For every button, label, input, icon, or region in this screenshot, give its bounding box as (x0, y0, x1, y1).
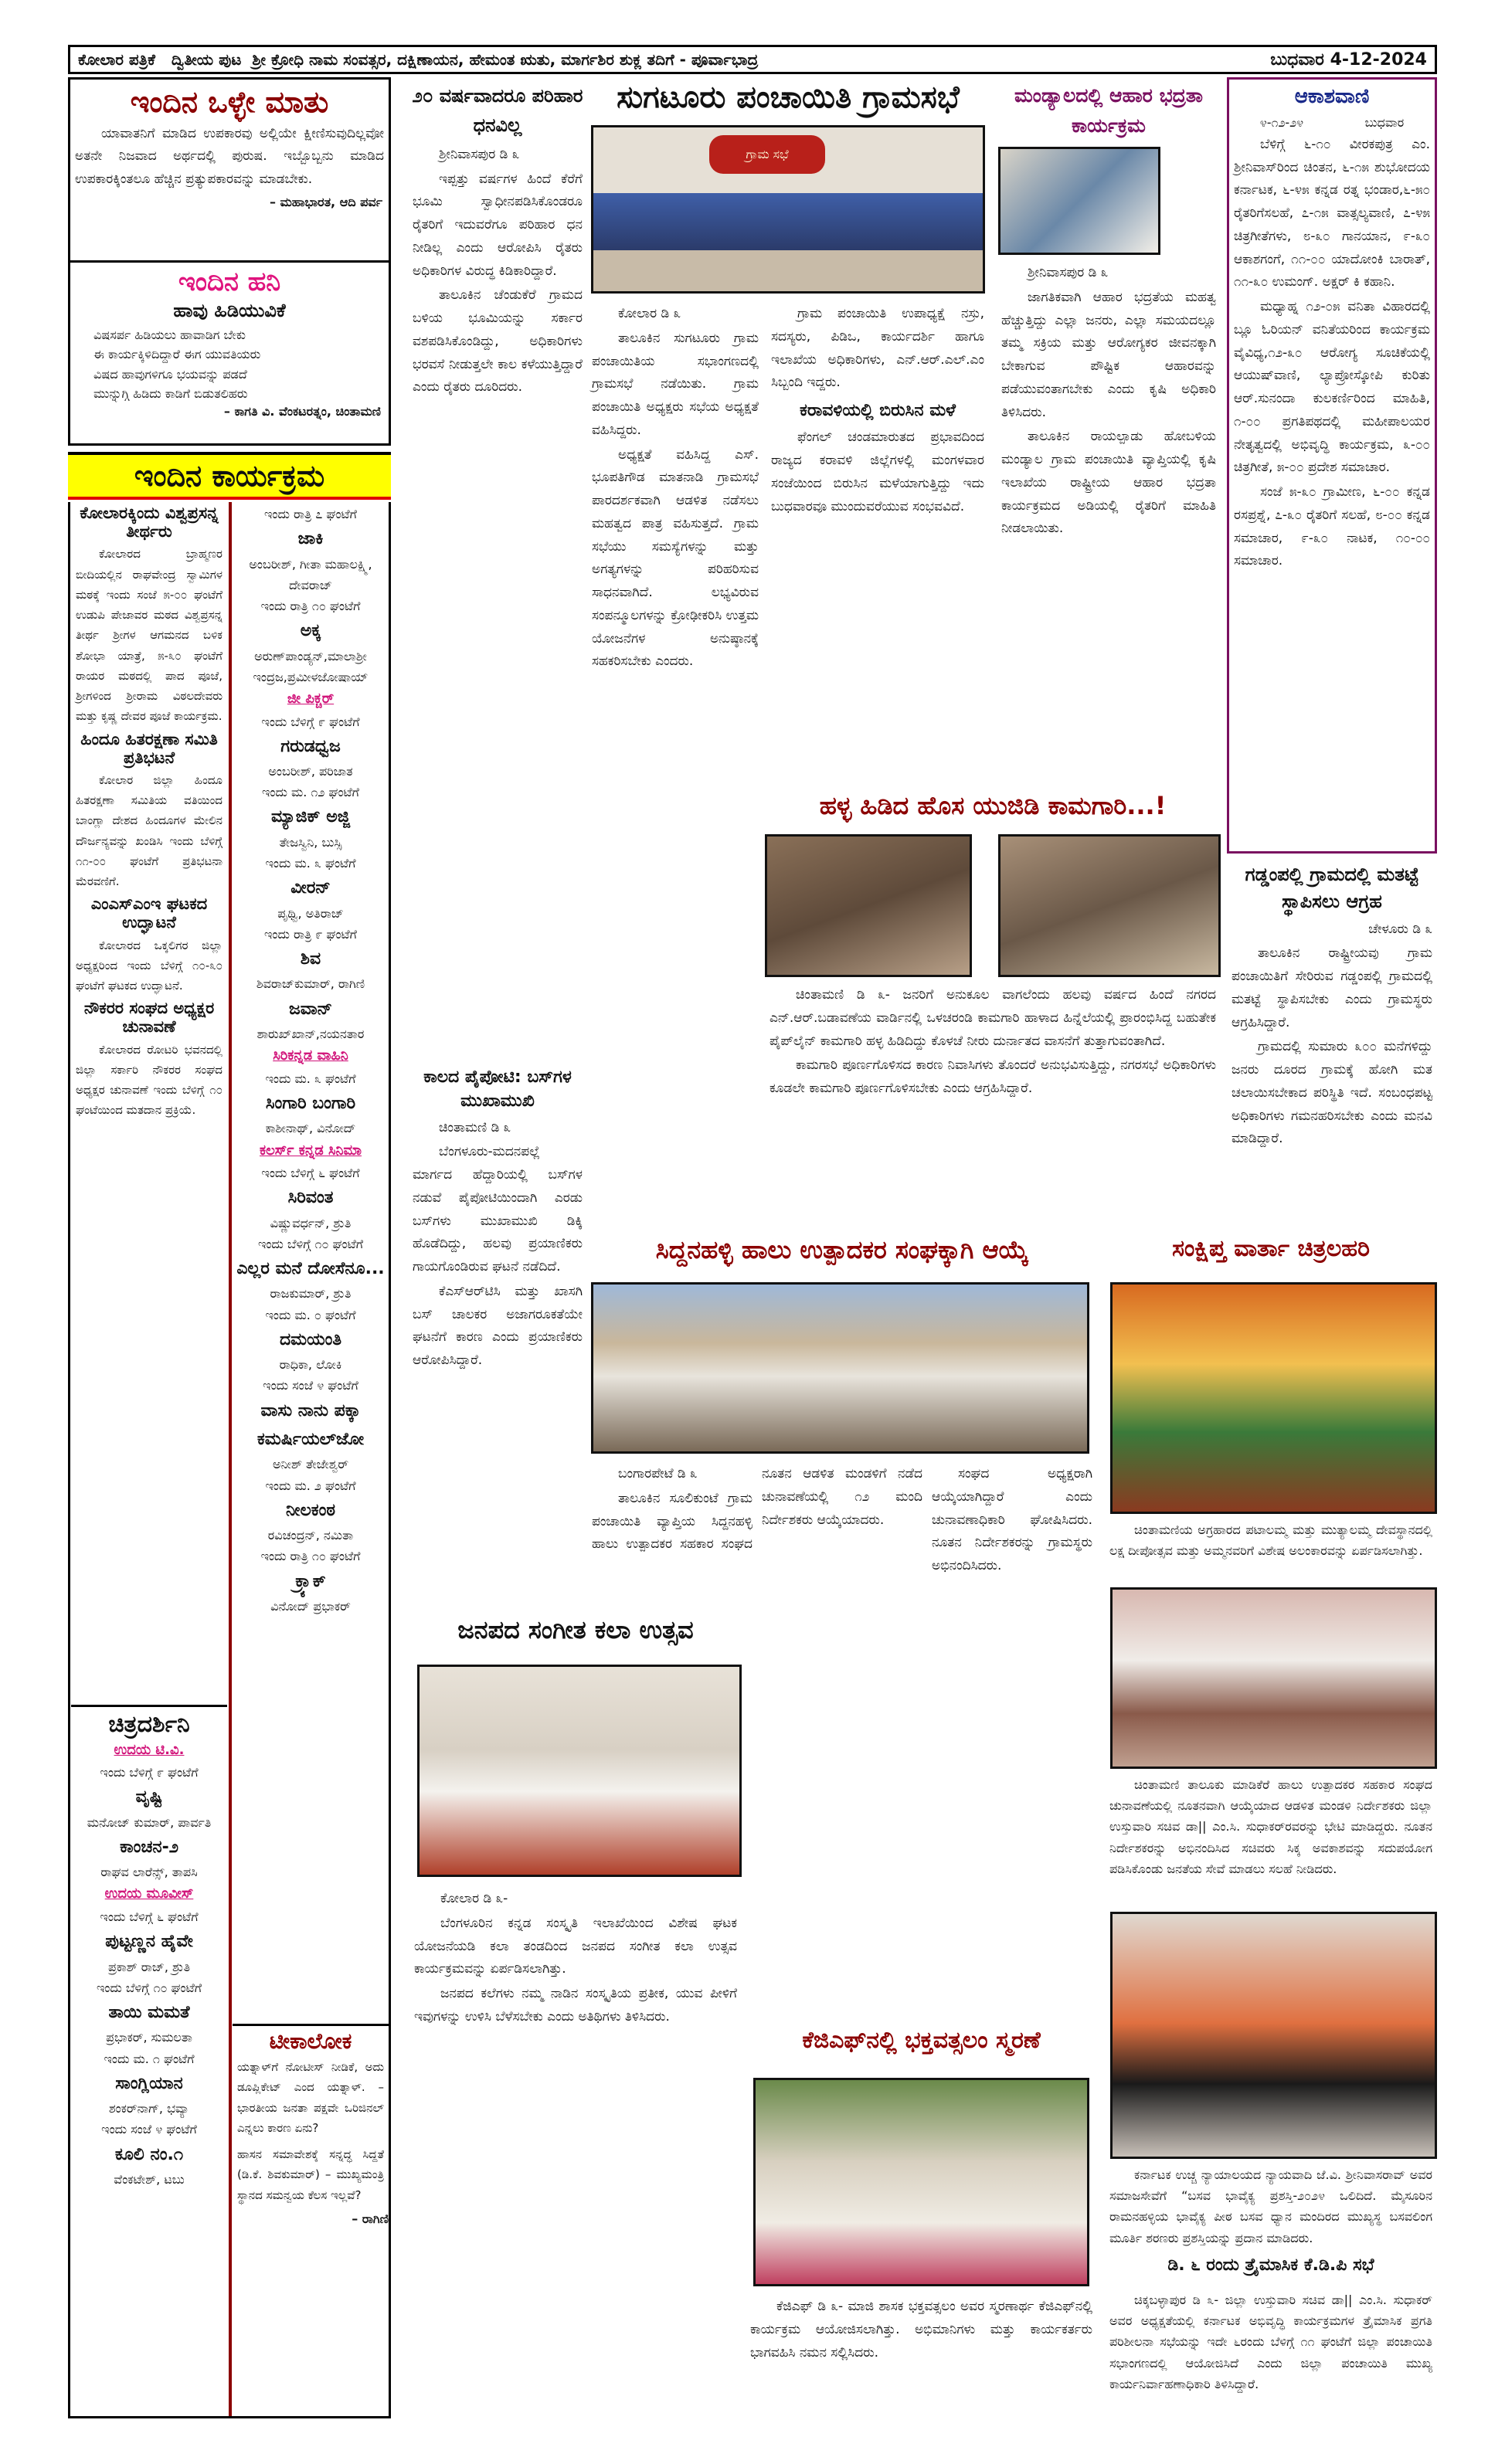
siddanahalli-body: ಬಂಗಾರಪೇಟೆ ಡಿ ೩ ತಾಲೂಕಿನ ಸೂಲಿಕುಂಟೆ ಗ್ರಾಮ ಪಂಚಾಯಿತಿ ವ್ಯಾಪ್ತಿಯ ಸಿದ್ದನಹಳ್ಳಿ ಹಾಲು ಉತ್ಪಾದಕರ ಸಹಕಾರ ಸಂಘದ ನೂತನ ಆಡಳಿತ ಮಂಡಳಿಗೆ ನಡೆದ ಚುನಾವಣೆಯಲ್ಲಿ ೧೨ ಮಂದಿ ನಿರ್ದೇಶಕರು ಆಯ್ಕೆಯಾದರು. ಸಂಘದ ಅಧ್ಯಕ್ಷರಾಗಿ ಆಯ್ಕೆಯಾಗಿದ್ದಾರೆ ಎಂದು ಚುನಾವಣಾಧಿಕಾರಿ ಘೋಷಿಸಿದರು. ನೂತನ ನಿರ್ದೇಶಕರನ್ನು ಗ್ರಾಮಸ್ಥರು ಅಭಿನಂದಿಸಿದರು. (592, 1466, 1092, 1573)
program-news-item: ಎಂಎಸ್‌ಎಂಇ ಘಟಕದ ಉದ್ಘಾಟನೆ ಕೋಲಾರದ ಒಕ್ಕಲಿಗರ ಜಿಲ್ಲಾ ಅಧ್ಯಕ್ಷರಿಂದ ಇಂದು ಬೆಳಿಗ್ಗೆ ೧೦-೩೦ ಘಂಟೆಗೆ ಘಟಕದ ಉದ್ಘಾಟನೆ. (76, 894, 223, 993)
sugaturu-body: ಕೋಲಾರ ಡಿ ೩ ತಾಲೂಕಿನ ಸುಗಟೂರು ಗ್ರಾಮ ಪಂಚಾಯಿತಿಯ ಸಭಾಂಗಣದಲ್ಲಿ ಗ್ರಾಮಸಭೆ ನಡೆಯಿತು. ಗ್ರಾಮ ಪಂಚಾಯಿತಿ ಅಧ್ಯಕ್ಷರು ಸಭೆಯ ಅಧ್ಯಕ್ಷತೆ ವಹಿಸಿದ್ದರು. ಅಧ್ಯಕ್ಷತೆ ವಹಿಸಿದ್ದ ಎಸ್. ಭೂಪತಿಗೌಡ ಮಾತನಾಡಿ ಗ್ರಾಮಸಭೆ ಪಾರದರ್ಶಕವಾಗಿ ಆಡಳಿತ ನಡೆಸಲು ಮಹತ್ವದ ಪಾತ್ರ ವಹಿಸುತ್ತದೆ. ಗ್ರಾಮ ಸಭೆಯು ಸಮಸ್ಯೆಗಳನ್ನು ಮತ್ತು ಅಗತ್ಯಗಳನ್ನು ಪರಿಹರಿಸುವ ಸಾಧನವಾಗಿದೆ. ಲಭ್ಯವಿರುವ ಸಂಪನ್ಮೂಲಗಳನ್ನು ಕ್ರೋಢೀಕರಿಸಿ ಉತ್ತಮ ಯೋಜನೆಗಳ ಅನುಷ್ಠಾನಕ್ಕೆ ಸಹಕರಿಸಬೇಕು ಎಂದರು. (592, 306, 759, 670)
article-compensation: ೨೦ ವರ್ಷವಾದರೂ ಪರಿಹಾರ ಧನವಿಲ್ಲ ಶ್ರೀನಿವಾಸಪುರ ಡಿ ೩ ಇಪ್ಪತ್ತು ವರ್ಷಗಳ ಹಿಂದೆ ಕೆರೆಗೆ ಭೂಮಿ ಸ್ವಾಧೀನಪಡಿಸಿಕೊಂಡರೂ ರೈತರಿಗೆ ಇದುವರೆಗೂ ಪರಿಹಾರ ಧನ ನೀಡಿಲ್ಲ ಎಂದು ಆರೋಪಿಸಿ ರೈತರು ಅಧಿಕಾರಿಗಳ ವಿರುದ್ಧ ಕಿಡಿಕಾರಿದ್ದಾರೆ. ತಾಲೂಕಿನ ಚೆಂಡುಕೆರೆ ಗ್ರಾಮದ ಬಳಿಯ ಭೂಮಿಯನ್ನು ಸರ್ಕಾರ ವಶಪಡಿಸಿಕೊಂಡಿದ್ದು, ಅಧಿಕಾರಿಗಳು ಭರವಸೆ ನೀಡುತ್ತಲೇ ಕಾಲ ಕಳೆಯುತ್ತಿದ್ದಾರೆ ಎಂದು ರೈತರು ದೂರಿದರು. ಕಾಲದ ಪೈಪೋಟಿ: ಬಸ್‌ಗಳ ಮುಖಾಮುಖಿ ಚಿಂತಾಮಣಿ ಡಿ ೩ ಬೆಂಗಳೂರು-ಮದನಪಲ್ಲೆ ಮಾರ್ಗದ ಹೆದ್ದಾರಿಯಲ್ಲಿ ಬಸ್‌ಗಳ ನಡುವೆ ಪೈಪೋಟಿಯಿಂದಾಗಿ ಎರಡು ಬಸ್‌ಗಳು ಮುಖಾಮುಖಿ ಡಿಕ್ಕಿ ಹೊಡೆದಿದ್ದು, ಹಲವು ಪ್ರಯಾಣಿಕರು ಗಾಯಗೊಂಡಿರುವ ಘಟನೆ ನಡೆದಿದೆ. ಕೆಎಸ್‌ಆರ್‌ಟಿಸಿ ಮತ್ತು ಖಾಸಗಿ ಬಸ್ ಚಾಲಕರ ಅಜಾಗರೂಕತೆಯೇ ಘಟನೆಗೆ ಕಾರಣ ಎಂದು ಪ್ರಯಾಣಿಕರು ಆರೋಪಿಸಿದ್ದಾರೆ. (408, 81, 587, 1610)
column-border (389, 502, 391, 2418)
movie-title: ವಾಸು ನಾನು ಪಕ್ಕಾ ಕಮರ್ಷಿಯಲ್‌ಜೋ (256, 1400, 365, 1449)
movie-title: ಸಾಂಗ್ಲಿಯಾನ (115, 2073, 183, 2093)
dateline: ಶ್ರೀನಿವಾಸಪುರ ಡಿ ೩ (439, 146, 520, 162)
channel-name: ಉದಯ ಟಿ.ವಿ. (114, 1741, 185, 1758)
movie-title: ವೀರನ್ (290, 878, 331, 898)
akashvani-box: ಆಕಾಶವಾಣಿ ೪-೧೨-೨೪ ಬುಧವಾರ ಬೆಳಿಗ್ಗೆ ೬-೧೦ ವೀರಕಪುತ್ರ ಎಂ. ಶ್ರೀನಿವಾಸ್‌ರಿಂದ ಚಿಂತನ, ೬-೧೫ ಶುಭೋದಯ ಕರ್ನಾಟಕ, ೬-೪೫ ಕನ್ನಡ ರತ್ನ ಭಂಡಾರ,೬-೫೦ ರೈತರಿಗೆಸಲಹೆ, ೭-೧೫ ವಾತ್ಸಲ್ಯವಾಣಿ, ೭-೪೫ ಚಿತ್ರಗೀತೆಗಳು, ೮-೩೦ ಗಾನಯಾನ, ೯-೩೦ ಆಕಾಶಗಂಗೆ, ೧೧-೦೦ ಯಾದೋಂಕಿ ಬಾರಾತ್, ೧೧-೩೦ ಉಮಂಗ್. ಅಕ್ಷರ್ ಕಿ ಕಹಾನಿ. ಮಧ್ಯಾಹ್ನ ೧೨-೦೫ ವನಿತಾ ವಿಹಾರದಲ್ಲಿ ಬ್ಲೂ ಓರಿಯನ್ ವನಿತೆಯರಿಂದ ಕಾರ್ಯಕ್ರಮ ವೈವಿಧ್ಯ,೧೨-೩೦ ಆರೋಗ್ಯ ಸೂಚಿಕೆಯಲ್ಲಿ ಆಯುಷ್‌ವಾಣಿ, ಲ್ಯಾಪ್ರೋಸ್ಕೋಪಿ ಕುರಿತು ಆರ್.ಸುನಂದಾ ಕುಲಕರ್ಣಿರಿಂದ ಮಾಹಿತಿ, ೧-೦೦ ಪ್ರಗತಿಪಥದಲ್ಲಿ ಮಹೀಪಾಲಯರ ನೇತೃತ್ವದಲ್ಲಿ ಅಭಿವೃದ್ಧಿ ಕಾರ್ಯಕ್ರಮ, ೩-೦೦ ಚಿತ್ರಗೀತೆ, ೫-೦೦ ಪ್ರದೇಶ ಸಮಾಚಾರ. ಸಂಜೆ ೫-೩೦ ಗ್ರಾಮೀಣ, ೬-೦೦ ಕನ್ನಡ ರಸಪ್ರಶ್ನೆ, ೭-೩೦ ರೈತರಿಗೆ ಸಲಹೆ, ೮-೦೦ ಕನ್ನಡ ಸಮಾಚಾರ, ೯-೩೦ ನಾಟಕ, ೧೦-೦೦ ಸಮಾಚಾರ. (1227, 77, 1437, 854)
ugd-photo-2 (998, 834, 1221, 977)
ugd-photo-1 (765, 834, 972, 977)
award-photo (1110, 1912, 1437, 2159)
article-headline: ೨೦ ವರ್ಷವಾದರೂ ಪರಿಹಾರ ಧನವಿಲ್ಲ (412, 85, 583, 137)
teekaloka (233, 2024, 389, 2229)
movie-title: ಗರುಡಧ್ವಜ (280, 736, 341, 756)
janapada-headline: ಜನಪದ ಸಂಗೀತ ಕಲಾ ಉತ್ಸವ (457, 1616, 694, 1644)
hani-subtitle: ಹಾವು ಹಿಡಿಯುವಿಕೆ (173, 300, 286, 322)
movie-title: ಕ್ರ್ಯಾಕ್ (295, 1571, 326, 1591)
dairy-directors-caption: ಚಿಂತಾಮಣಿ ತಾಲೂಕು ಮಾಡಿಕೆರೆ ಹಾಲು ಉತ್ಪಾದಕರ ಸಹಕಾರ ಸಂಘದ ಚುನಾವಣೆಯಲ್ಲಿ ನೂತನವಾಗಿ ಆಯ್ಕೆಯಾದ ಆಡಳಿತ ಮಂಡಳಿ ನಿರ್ದೇಶಕರು ಜಿಲ್ಲಾ ಉಸ್ತುವಾರಿ ಸಚಿವ ಡಾ|| ಎಂ.ಸಿ. ಸುಧಾಕರ್‌ರವರನ್ನು ಭೇಟಿ ಮಾಡಿದ್ದರು. ನೂತನ ನಿರ್ದೇಶಕರನ್ನು ಅಭಿನಂದಿಸಿದ ಸಚಿವರು ಸಿಕ್ಕ ಅವಕಾಶವನ್ನು ಸದುಪಯೋಗ ಪಡಿಸಿಕೊಂಡು ಜನತೆಯ ಸೇವೆ ಮಾಡಲು ಸಲಹೆ ನೀಡಿದರು. (1109, 1777, 1432, 1876)
movie-title: ಶಿವ (300, 949, 321, 969)
movie-title: ಕೂಲಿ ನಂ.೧ (114, 2144, 184, 2164)
ugd-body: ಚಿಂತಾಮಣಿ ಡಿ ೩- ಜನರಿಗೆ ಅನುಕೂಲ ವಾಗಲೆಂದು ಹಲವು ವರ್ಷದ ಹಿಂದೆ ನಗರದ ಎನ್.ಆರ್.ಬಡಾವಣೆಯ ವಾರ್ಡಿನಲ್ಲಿ ಒಳಚರಂಡಿ ಕಾಮಗಾರಿ ಹಾಳಾದ ಹಿನ್ನೆಲೆಯಲ್ಲಿ ಪ್ರಾರಂಭಿಸಿದ್ದ ಬಹುತೇಕ ಪೈಪ್‌ಲೈನ್ ಕಾಮಗಾರಿ ಹಳ್ಳ ಹಿಡಿದಿದ್ದು ಕೊಳಚೆ ನೀರು ದುರ್ನಾತದ ವಾಸನೆಗೆ ತುತ್ತಾಗುವಂತಾಗಿದೆ. ಕಾಮಗಾರಿ ಪೂರ್ಣಗೊಳಿಸದ ಕಾರಣ ನಿವಾಸಿಗಳು ತೊಂದರೆ ಅನುಭವಿಸುತ್ತಿದ್ದು, ನಗರಸಭೆ ಅಧಿಕಾರಿಗಳು ಕೂಡಲೇ ಕಾಮಗಾರಿ ಪೂರ್ಣಗೊಳಿಸಬೇಕು ಎಂದು ಆಗ್ರಹಿಸಿದ್ದಾರೆ. (769, 987, 1216, 1096)
movie-title: ಸಿಂಗಾರಿ ಬಂಗಾರಿ (265, 1093, 356, 1113)
gram-sabha-photo (591, 125, 985, 294)
ugd-headline: ಹಳ್ಳ ಹಿಡಿದ ಹೊಸ ಯುಜಿಡಿ ಕಾಮಗಾರಿ...! (819, 792, 1167, 820)
award-caption: ಕರ್ನಾಟಕ ಉಚ್ಚ ನ್ಯಾಯಾಲಯದ ನ್ಯಾಯವಾದಿ ಜೆ.ವಿ. ಶ್ರೀನಿವಾಸರಾವ್ ಅವರ ಸಮಾಜಸೇವೆಗೆ “ಬಸವ ಭಾವೈಕ್ಯ ಪ್ರಶಸ್ತಿ-೨೦೨೪ ಒಲಿದಿದೆ. ಮೈಸೂರಿನ ರಾಮನಹಳ್ಳಿಯ ಭಾವೈಕ್ಯ ಪೀಠ ಬಸವ ಧ್ಯಾನ ಮಂದಿರದ ಮುಖ್ಯಸ್ಥ ಬಸವಲಿಂಗ ಮೂರ್ತಿ ಶರಣರು ಪ್ರಶಸ್ತಿಯನ್ನು ಪ್ರದಾನ ಮಾಡಿದರು. (1109, 2167, 1432, 2245)
movie-title: ದಮಯಂತಿ (279, 1329, 342, 1349)
good-word-text: ಯಾವಾತನಿಗೆ ಮಾಡಿದ ಉಪಕಾರವು ಅಲ್ಲಿಯೇ ಕ್ಷೀಣಿಸುವುದಿಲ್ಲವೋ ಅತನೇ ನಿಜವಾದ ಅರ್ಥದಲ್ಲಿ ಪುರುಷ. ಇಬ್ಬೊಬ್ಬನು ಮಾಡಿದ ಉಪಕಾರಕ್ಕಿಂತಲೂ ಹೆಚ್ಚಿನ ಪ್ರತ್ಯುಪಕಾರವನ್ನು ಮಾಡಬೇಕು. (75, 125, 384, 188)
movie-title: ಎಲ್ಲರ ಮನೆ ದೋಸೆನೂ... (236, 1259, 385, 1279)
programs-banner: ಇಂದಿನ ಕಾರ್ಯಕ್ರಮ (68, 452, 391, 500)
siddanahalli-headline: ಸಿದ್ದನಹಳ್ಳಿ ಹಾಲು ಉತ್ಪಾದಕರ ಸಂಘಕ್ಕಾಗಿ ಆಯ್ಕೆ (655, 1236, 1029, 1264)
akashvani-title: ಆಕಾಶವಾಣಿ (1294, 85, 1370, 108)
dairy-directors-photo (1110, 1587, 1437, 1769)
hani-line: ವಿಷದ ಹಾವುಗಳಿಗೂ ಭಯವನ್ನು ಪಡದೆ (93, 366, 247, 382)
photo-banner: ಗ್ರಾಮ ಸಭೆ (709, 135, 825, 174)
movie-title: ಸಿರಿವಂತ (287, 1188, 334, 1208)
program-news-item: ನೌಕರರ ಸಂಘದ ಅಧ್ಯಕ್ಷರ ಚುನಾವಣೆ ಕೋಲಾರದ ರೋಟರಿ ಭವನದಲ್ಲಿ ಜಿಲ್ಲಾ ಸರ್ಕಾರಿ ನೌಕರರ ಸಂಘದ ಅಧ್ಯಕ್ಷರ ಚುನಾವಣೆ ಇಂದು ಬೆಳಿಗ್ಗೆ ೧೦ ಘಂಟೆಯಿಂದ ಮತದಾನ ಪ್ರಕ್ರಿಯೆ. (76, 999, 223, 1118)
movie-title: ಪುಟ್ಟಣ್ಣನ ಹೈವೇ (105, 1932, 193, 1952)
article-subheadline: ಕಾಲದ ಪೈಪೋಟಿ: ಬಸ್‌ಗಳ ಮುಖಾಮುಖಿ (423, 1067, 572, 1111)
briefs-headline: ಸಂಕ್ಷಿಪ್ತ ವಾರ್ತಾ ಚಿತ್ರಲಹರಿ (1172, 1236, 1370, 1262)
channel-name: ಕಲರ್ಸ್ ಕನ್ನಡ ಸಿನಿಮಾ (259, 1142, 362, 1159)
channel-name: ಸಿರಿಕನ್ನಡ ವಾಹಿನಿ (273, 1047, 348, 1064)
akashvani-day: ಬುಧವಾರ (1364, 114, 1405, 130)
chitradarshini-title: ಚಿತ್ರದರ್ಶಿನಿ (71, 1705, 227, 1739)
movie-title: ತಾಯಿ ಮಮತೆ (108, 2002, 190, 2022)
movie-title: ಅಕ್ಕ (300, 621, 321, 641)
paper-name: ಕೋಲಾರ ಪತ್ರಿಕೆ (78, 50, 155, 69)
channel-name: ಉದಯ ಮೂವೀಸ್ (104, 1885, 194, 1902)
hani-author: – ಕಾಗತಿ ವಿ. ವೆಂಕಟರತ್ನಂ, ಚಿಂತಾಮಣಿ (223, 404, 381, 419)
sugaturu-body-cont: ಗ್ರಾಮ ಪಂಚಾಯಿತಿ ಉಪಾಧ್ಯಕ್ಷೆ ನಸ್ರು, ಸದಸ್ಯರು, ಪಿಡಿಒ, ಕಾರ್ಯದರ್ಶಿ ಹಾಗೂ ಇಲಾಖೆಯ ಅಧಿಕಾರಿಗಳು, ಎನ್.ಆರ್.ಎಲ್.ಎಂ ಸಿಬ್ಬಂದಿ ಇದ್ದರು. ಕರಾವಳಿಯಲ್ಲಿ ಬಿರುಸಿನ ಮಳೆ ಫೆಂಗಲ್ ಚಂಡಮಾರುತದ ಪ್ರಭಾವದಿಂದ ರಾಜ್ಯದ ಕರಾವಳಿ ಜಿಲ್ಲೆಗಳಲ್ಲಿ ಮಂಗಳವಾರ ಸಂಜೆಯಿಂದ ಬಿರುಸಿನ ಮಳೆಯಾಗುತ್ತಿದ್ದು ಇದು ಬುಧವಾರವೂ ಮುಂದುವರೆಯುವ ಸಂಭವವಿದೆ. (771, 306, 984, 514)
hani-box (68, 260, 391, 446)
good-word-box (68, 77, 391, 263)
mandyala-body: ಶ್ರೀನಿವಾಸಪುರ ಡಿ ೩ ಜಾಗತಿಕವಾಗಿ ಆಹಾರ ಭದ್ರತೆಯ ಮಹತ್ವ ಹೆಚ್ಚುತ್ತಿದ್ದು ಎಲ್ಲಾ ಜನರು, ಎಲ್ಲಾ ಸಮಯದಲ್ಲೂ ತಮ್ಮ ಸಕ್ರಿಯ ಮತ್ತು ಆರೋಗ್ಯಕರ ಜೀವನಕ್ಕಾಗಿ ಬೇಕಾಗುವ ಪೌಷ್ಟಿಕ ಆಹಾರವನ್ನು ಪಡೆಯುವಂತಾಗಬೇಕು ಎಂದು ಕೃಷಿ ಅಧಿಕಾರಿ ತಿಳಿಸಿದರು. ತಾಲೂಕಿನ ರಾಯಲ್ಪಾಡು ಹೋಬಳಿಯ ಮಂಡ್ಯಾಲ ಗ್ರಾಮ ಪಂಚಾಯಿತಿ ವ್ಯಾಪ್ತಿಯಲ್ಲಿ ಕೃಷಿ ಇಲಾಖೆಯ ರಾಷ್ಟ್ರೀಯ ಆಹಾರ ಭದ್ರತಾ ಕಾರ್ಯಕ್ರಮದ ಅಡಿಯಲ್ಲಿ ರೈತರಿಗೆ ಮಾಹಿತಿ ನೀಡಲಾಯಿತು. (1001, 265, 1216, 537)
teekaloka-signoff: – ರಾಗಿಣಿ (352, 2211, 389, 2226)
movie-title: ಮ್ಯಾಜಿಕ್ ಅಜ್ಜಿ (271, 807, 350, 827)
article-headline: ಗಡ್ಡಂಪಲ್ಲಿ ಗ್ರಾಮದಲ್ಲಿ ಮತಟ್ಟೆ ಸ್ಥಾಪಿಸಲು ಆಗ್ರಹ (1245, 864, 1419, 912)
kdp-body: ಚಿಕ್ಕಬಳ್ಳಾಪುರ ಡಿ ೩- ಜಿಲ್ಲಾ ಉಸ್ತುವಾರಿ ಸಚಿವ ಡಾ|| ಎಂ.ಸಿ. ಸುಧಾಕರ್ ಅವರ ಅಧ್ಯಕ್ಷತೆಯಲ್ಲಿ ಕರ್ನಾಟಕ ಅಭಿವೃದ್ಧಿ ಕಾರ್ಯಕ್ರಮಗಳ ತ್ರೈಮಾಸಿಕ ಪ್ರಗತಿ ಪರಿಶೀಲನಾ ಸಭೆಯನ್ನು ಇದೇ ೬ರಂದು ಬೆಳಿಗ್ಗೆ ೧೧ ಘಂಟೆಗೆ ಜಿಲ್ಲಾ ಪಂಚಾಯಿತಿ ಸಭಾಂಗಣದಲ್ಲಿ ಆಯೋಜಿಸಿದೆ ಎಂದು ಜಿಲ್ಲಾ ಪಂಚಾಯಿತಿ ಮುಖ್ಯ ಕಾರ್ಯನಿರ್ವಾಹಣಾಧಿಕಾರಿ ತಿಳಿಸಿದ್ದಾರೆ. (1109, 2293, 1432, 2391)
hani-line: ವಿಷಸರ್ಪ ಹಿಡಿಯಲು ಹಾವಾಡಿಗ ಬೇಕು (93, 327, 246, 342)
almanac: ಶ್ರೀ ಕ್ರೋಧಿ ನಾಮ ಸಂವತ್ಸರ, ದಕ್ಷಿಣಾಯನ, ಹೇಮಂತ ಋತು, ಮಾರ್ಗಶಿರ ಶುಕ್ಲ ತದಿಗೆ - ಪೂರ್ವಾಭಾದ್ರ (252, 50, 759, 69)
movie-title: ಜಾಕಿ (297, 529, 324, 549)
program-news-item: ಕೋಲಾರಕ್ಕಿಂದು ವಿಶ್ವಪ್ರಸನ್ನ ತೀರ್ಥರು ಕೋಲಾರದ ಬ್ರಾಹ್ಮಣರ ಬೀದಿಯಲ್ಲಿನ ರಾಘವೇಂದ್ರ ಸ್ವಾಮಿಗಳ ಮಠಕ್ಕೆ ಇಂದು ಸಂಜೆ ೫-೦೦ ಘಂಟೆಗೆ ಉಡುಪಿ ಪೇಜಾವರ ಮಠದ ವಿಶ್ವಪ್ರಸನ್ನ ತೀರ್ಥ ಶ್ರೀಗಳ ಆಗಮನದ ಬಳಿಕ ಶೋಭಾ ಯಾತ್ರೆ, ೫-೩೦ ಘಂಟೆಗೆ ರಾಯರ ಮಠದಲ್ಲಿ ಪಾದ ಪೂಜೆ, ಶ್ರೀಗಳಿಂದ ಶ್ರೀರಾಮ ವಿಠಲದೇವರು ಮತ್ತು ಕೃಷ್ಣ ದೇವರ ಪೂಜೆ ಕಾರ್ಯಕ್ರಮ. (76, 504, 223, 724)
hani-line: ಈ ಕಾರ್ಯಕ್ಕಿಳಿದಿದ್ದಾರೆ ಈಗ ಯುವತಿಯರು (93, 347, 261, 362)
channel-name: ಜೀ ಪಿಕ್ಚರ್ (287, 690, 335, 707)
bottom-rule (68, 2416, 391, 2418)
movie-title: ಕಾಂಚನ-೨ (119, 1837, 179, 1857)
movie-title: ಜವಾನ್ (288, 999, 333, 1019)
column-divider (229, 502, 232, 2418)
chitradarshini: ಚಿತ್ರದರ್ಶಿನಿ ಉದಯ ಟಿ.ವಿ. ಇಂದು ಬೆಳಿಗ್ಗೆ ೯ ಘಂಟೆಗೆ ವೃಷ್ಟಿ ಮನೋಜ್ ಕುಮಾರ್, ಪಾರ್ವತಿ ಕಾಂಚನ-೨ ರಾಘವ ಲಾರೆನ್ಸ್, ತಾಪಸಿ ಉದಯ ಮೂವೀಸ್ ಇಂದು ಬೆಳಿಗ್ಗೆ ೬ ಘಂಟೆಗೆ ಪುಟ್ಟಣ್ಣನ ಹೈವೇ ಪ್ರಕಾಶ್ ರಾಜ್, ಶ್ರುತಿ ಇಂದು ಬೆಳಿಗ್ಗೆ ೧೦ ಘಂಟೆಗೆ ತಾಯಿ ಮಮತೆ ಪ್ರಭಾಕರ್, ಸುಮಲತಾ ಇಂದು ಮ. ೧ ಘಂಟೆಗೆ ಸಾಂಗ್ಲಿಯಾನ ಶಂಕರ್‌ನಾಗ್, ಭವ್ಯಾ ಇಂದು ಸಂಜೆ ೪ ಘಂಟೆಗೆ ಕೂಲಿ ನಂ.೧ ವೆಂಕಟೇಶ್, ಟಬು (71, 1705, 227, 2190)
movie-title: ನೀಲಕಂಠ (285, 1500, 336, 1520)
teekaloka-title: ಟೀಕಾಲೋಕ (233, 2024, 389, 2054)
temple-photo (1110, 1282, 1437, 1514)
kdp-headline: ಡಿ. ೬ ರಂದು ತ್ರೈಮಾಸಿಕ ಕೆ.ಡಿ.ಪಿ ಸಭೆ (1167, 2255, 1374, 2275)
column-border (68, 502, 70, 2418)
masthead-left (78, 50, 758, 69)
page-label: ದ್ವಿತೀಯ ಪುಟ (171, 50, 242, 69)
movie-title: ವೃಷ್ಟಿ (135, 1787, 163, 1807)
rain-subheadline: ಕರಾವಳಿಯಲ್ಲಿ ಬಿರುಸಿನ ಮಳೆ (799, 401, 956, 420)
program-news-item: ಹಿಂದೂ ಹಿತರಕ್ಷಣಾ ಸಮಿತಿ ಪ್ರತಿಭಟನೆ ಕೋಲಾರ ಜಿಲ್ಲಾ ಹಿಂದೂ ಹಿತರಕ್ಷಣಾ ಸಮಿತಿಯ ವತಿಯಿಂದ ಬಾಂಗ್ಲಾ ದೇಶದ ಹಿಂದೂಗಳ ಮೇಲಿನ ದೌರ್ಜನ್ಯವನ್ನು ಖಂಡಿಸಿ ಇಂದು ಬೆಳಿಗ್ಗೆ ೧೧-೦೦ ಘಂಟೆಗೆ ಪ್ರತಿಭಟನಾ ಮೆರವಣಿಗೆ. (76, 729, 223, 889)
teekaloka-item: ಹಾಸನ ಸಮಾವೇಶಕ್ಕೆ ಸನ್ನದ್ಧ ಸಿದ್ದತೆ (ಡಿ.ಕೆ. ಶಿವಕುಮಾರ್) – ಮುಖ್ಯಮಂತ್ರಿ ಸ್ಥಾನದ ಸಮನ್ವಯ ಕೆಲಸ ಇಲ್ಲವೆ? (237, 2147, 384, 2202)
programs-news-column (71, 504, 227, 2418)
kgf-photo (753, 2078, 1089, 2286)
mandyala-photo (998, 147, 1160, 255)
kgf-body: ಕೆಜಿಎಫ್ ಡಿ ೩- ಮಾಜಿ ಶಾಸಕ ಭಕ್ತವತ್ಸಲಂ ಅವರ ಸ್ಮರಣಾರ್ಥ ಕೆಜಿಎಫ್‌ನಲ್ಲಿ ಕಾರ್ಯಕ್ರಮ ಆಯೋಜಿಸಲಾಗಿತ್ತು. ಅಭಿಮಾನಿಗಳು ಮತ್ತು ಕಾರ್ಯಕರ್ತರು ಭಾಗವಹಿಸಿ ನಮನ ಸಲ್ಲಿಸಿದರು. (750, 2299, 1092, 2360)
mandyala-headline: ಮಂಡ್ಯಾಲದಲ್ಲಿ ಆಹಾರ ಭದ್ರತಾ ಕಾರ್ಯಕ್ರಮ (1014, 84, 1203, 137)
janapada-photo (417, 1665, 742, 1877)
akashvani-date: ೪-೧೨-೨೪ (1259, 114, 1304, 130)
hani-line: ಮುನ್ನುಗ್ಗಿ ಹಿಡಿದು ಕಾಡಿಗೆ ಬಿಡುತಲಿಹರು (93, 386, 248, 402)
tv-listings-column: ಇಂದು ರಾತ್ರಿ ೭ ಘಂಟೆಗೆ ಜಾಕಿ ಅಂಬರೀಶ್, ಗೀತಾ ಮಹಾಲಕ್ಷ್ಮಿ, ದೇವರಾಜ್ ಇಂದು ರಾತ್ರಿ ೧೦ ಘಂಟೆಗೆ ಅಕ್ಕ ಅರುಣ್‌ಪಾಂಡ್ಯನ್,ಮಾಲಾಶ್ರೀ ಇಂದ್ರಜ,ಪ್ರಮೀಳಜೋಷಾಯ್ ಜೀ ಪಿಕ್ಚರ್ ಇಂದು ಬೆಳಿಗ್ಗೆ ೯ ಘಂಟೆಗೆ ಗರುಡಧ್ವಜ ಅಂಬರೀಶ್, ಪರಿಜಾತ ಇಂದು ಮ. ೧೨ ಘಂಟೆಗೆ ಮ್ಯಾಜಿಕ್ ಅಜ್ಜಿ ತೇಜಸ್ವಿನಿ, ಬುಸ್ಸಿ ಇಂದು ಮ. ೩ ಘಂಟೆಗೆ ವೀರನ್ ಪೃಥ್ವಿ, ಅತಿರಾಜ್ ಇಂದು ರಾತ್ರಿ ೯ ಘಂಟೆಗೆ ಶಿವ ಶಿವರಾಜ್‌ಕುಮಾರ್, ರಾಗಿಣಿ ಜವಾನ್ ಶಾರುಖ್‌ಖಾನ್,ನಯನತಾರ ಸಿರಿಕನ್ನಡ ವಾಹಿನಿ ಇಂದು ಮ. ೩ ಘಂಟೆಗೆ ಸಿಂಗಾರಿ ಬಂಗಾರಿ ಕಾಶೀನಾಥ್, ವಿನೋದ್ ಕಲರ್ಸ್ ಕನ್ನಡ ಸಿನಿಮಾ ಇಂದು ಬೆಳಿಗ್ಗೆ ೬ ಘಂಟೆಗೆ ಸಿರಿವಂತ ವಿಷ್ಣುವರ್ಧನ್, ಶ್ರುತಿ ಇಂದು ಬೆಳಿಗ್ಗೆ ೧೦ ಘಂಟೆಗೆ ಎಲ್ಲರ ಮನೆ ದೋಸೆನೂ... ರಾಜಕುಮಾರ್, ಶ್ರುತಿ ಇಂದು ಮ. ೦ ಘಂಟೆಗೆ ದಮಯಂತಿ ರಾಧಿಕಾ, ಲೋಕಿ ಇಂದು ಸಂಜೆ ೪ ಘಂಟೆಗೆ ವಾಸು ನಾನು ಪಕ್ಕಾ ಕಮರ್ಷಿಯಲ್‌ಜೋ ಅನೀಶ್ ತೇಜೇಶ್ವರ್ ಇಂದು ಮ. ೨ ಘಂಟೆಗೆ ನೀಲಕಂಠ ರವಿಚಂದ್ರನ್, ನಮಿತಾ ಇಂದು ರಾತ್ರಿ ೧೦ ಘಂಟೆಗೆ ಕ್ರ್ಯಾಕ್ ವಿನೋದ್ ಪ್ರಭಾಕರ್ ಟೀಕಾಲೋಕ ಯತ್ನಾಳ್‌ಗೆ ನೋಟೀಸ್ ನೀಡಿಕೆ, ಅದು ಡೂಪ್ಲಿಕೇಟ್ ಎಂದ ಯತ್ನಾಳ್. – ಭಾರತೀಯ ಜನತಾ ಪಕ್ಷವೇ ಒರಿಜಿನಲ್ ಎನ್ನಲು ಕಾರಣ ಏನು? ಹಾಸನ ಸಮಾವೇಶಕ್ಕೆ ಸನ್ನದ್ಧ ಸಿದ್ದತೆ (ಡಿ.ಕೆ. ಶಿವಕುಮಾರ್) – ಮುಖ್ಯಮಂತ್ರಿ ಸ್ಥಾನದ ಸಮನ್ವಯ ಕೆಲಸ ಇಲ್ಲವೆ? – ರಾಗಿಣಿ (233, 504, 389, 2418)
hani-title: ಇಂದಿನ ಹನಿ (178, 266, 281, 297)
kgf-headline: ಕೆಜಿಎಫ್‌ನಲ್ಲಿ ಭಕ್ತವತ್ಸಲಂ ಸ್ಮರಣೆ (802, 2028, 1041, 2054)
janapada-body: ಕೋಲಾರ ಡಿ ೩- ಬೆಂಗಳೂರಿನ ಕನ್ನಡ ಸಂಸ್ಕೃತಿ ಇಲಾಖೆಯಿಂದ ವಿಶೇಷ ಘಟಕ ಯೋಜನೆಯಡಿ ಕಲಾ ತಂಡದಿಂದ ಜನಪದ ಸಂಗೀತ ಕಲಾ ಉತ್ಸವ ಕಾರ್ಯಕ್ರಮವನ್ನು ಏರ್ಪಡಿಸಲಾಗಿತ್ತು. ಜನಪದ ಕಲೆಗಳು ನಮ್ಮ ನಾಡಿನ ಸಂಸ್ಕೃತಿಯ ಪ್ರತೀಕ, ಯುವ ಪೀಳಿಗೆ ಇವುಗಳನ್ನು ಉಳಿಸಿ ಬೆಳೆಸಬೇಕು ಎಂದು ಅತಿಥಿಗಳು ತಿಳಿಸಿದರು. (414, 1891, 737, 2024)
masthead (68, 45, 1437, 74)
good-word-title: ಇಂದಿನ ಒಳ್ಳೇ ಮಾತು (130, 85, 329, 119)
teekaloka-item: ಯತ್ನಾಳ್‌ಗೆ ನೋಟೀಸ್ ನೀಡಿಕೆ, ಅದು ಡೂಪ್ಲಿಕೇಟ್ ಎಂದ ಯತ್ನಾಳ್. – ಭಾರತೀಯ ಜನತಾ ಪಕ್ಷವೇ ಒರಿಜಿನಲ್ ಎನ್ನಲು ಕಾರಣ ಏನು? (237, 2060, 384, 2135)
sugaturu-headline: ಸುಗಟೂರು ಪಂಚಾಯಿತಿ ಗ್ರಾಮಸಭೆ (617, 80, 960, 115)
temple-caption: ಚಿಂತಾಮಣಿಯ ಅಗ್ರಹಾರದ ಪಟಾಲಮ್ಮ ಮತ್ತು ಮುತ್ಯಾಲಮ್ಮ ದೇವಸ್ಥಾನದಲ್ಲಿ ಲಕ್ಷ ದೀಪೋತ್ಸವ ಮತ್ತು ಅಮ್ಮನವರಿಗೆ ವಿಶೇಷ ಅಲಂಕಾರವನ್ನು ಏರ್ಪಡಿಸಲಾಗಿತ್ತು. (1109, 1522, 1432, 1559)
gaddampalli-article: ಗಡ್ಡಂಪಲ್ಲಿ ಗ್ರಾಮದಲ್ಲಿ ಮತಟ್ಟೆ ಸ್ಥಾಪಿಸಲು ಆಗ್ರಹ ಚೇಳೂರು ಡಿ ೩ ತಾಲೂಕಿನ ರಾಷ್ಟ್ರೀಯವು ಗ್ರಾಮ ಪಂಚಾಯಿತಿಗೆ ಸೇರಿರುವ ಗಡ್ಡಂಪಲ್ಲಿ ಗ್ರಾಮದಲ್ಲಿ ಮತಟ್ಟೆ ಸ್ಥಾಪಿಸಬೇಕು ಎಂದು ಗ್ರಾಮಸ್ಥರು ಆಗ್ರಹಿಸಿದ್ದಾರೆ. ಗ್ರಾಮದಲ್ಲಿ ಸುಮಾರು ೩೦೦ ಮನೆಗಳಿದ್ದು ಜನರು ದೂರದ ಗ್ರಾಮಕ್ಕೆ ಹೋಗಿ ಮತ ಚಲಾಯಿಸಬೇಕಾದ ಪರಿಸ್ಥಿತಿ ಇದೆ. ಸಂಬಂಧಪಟ್ಟ ಅಧಿಕಾರಿಗಳು ಗಮನಹರಿಸಬೇಕು ಎಂದು ಮನವಿ ಮಾಡಿದ್ದಾರೆ. (1227, 861, 1437, 1228)
good-word-source: – ಮಹಾಭಾರತ, ಆದಿ ಪರ್ವ (270, 194, 382, 209)
siddanahalli-group-photo (591, 1282, 1089, 1454)
issue-date: ಬುಧವಾರ 4-12-2024 (1270, 49, 1427, 70)
